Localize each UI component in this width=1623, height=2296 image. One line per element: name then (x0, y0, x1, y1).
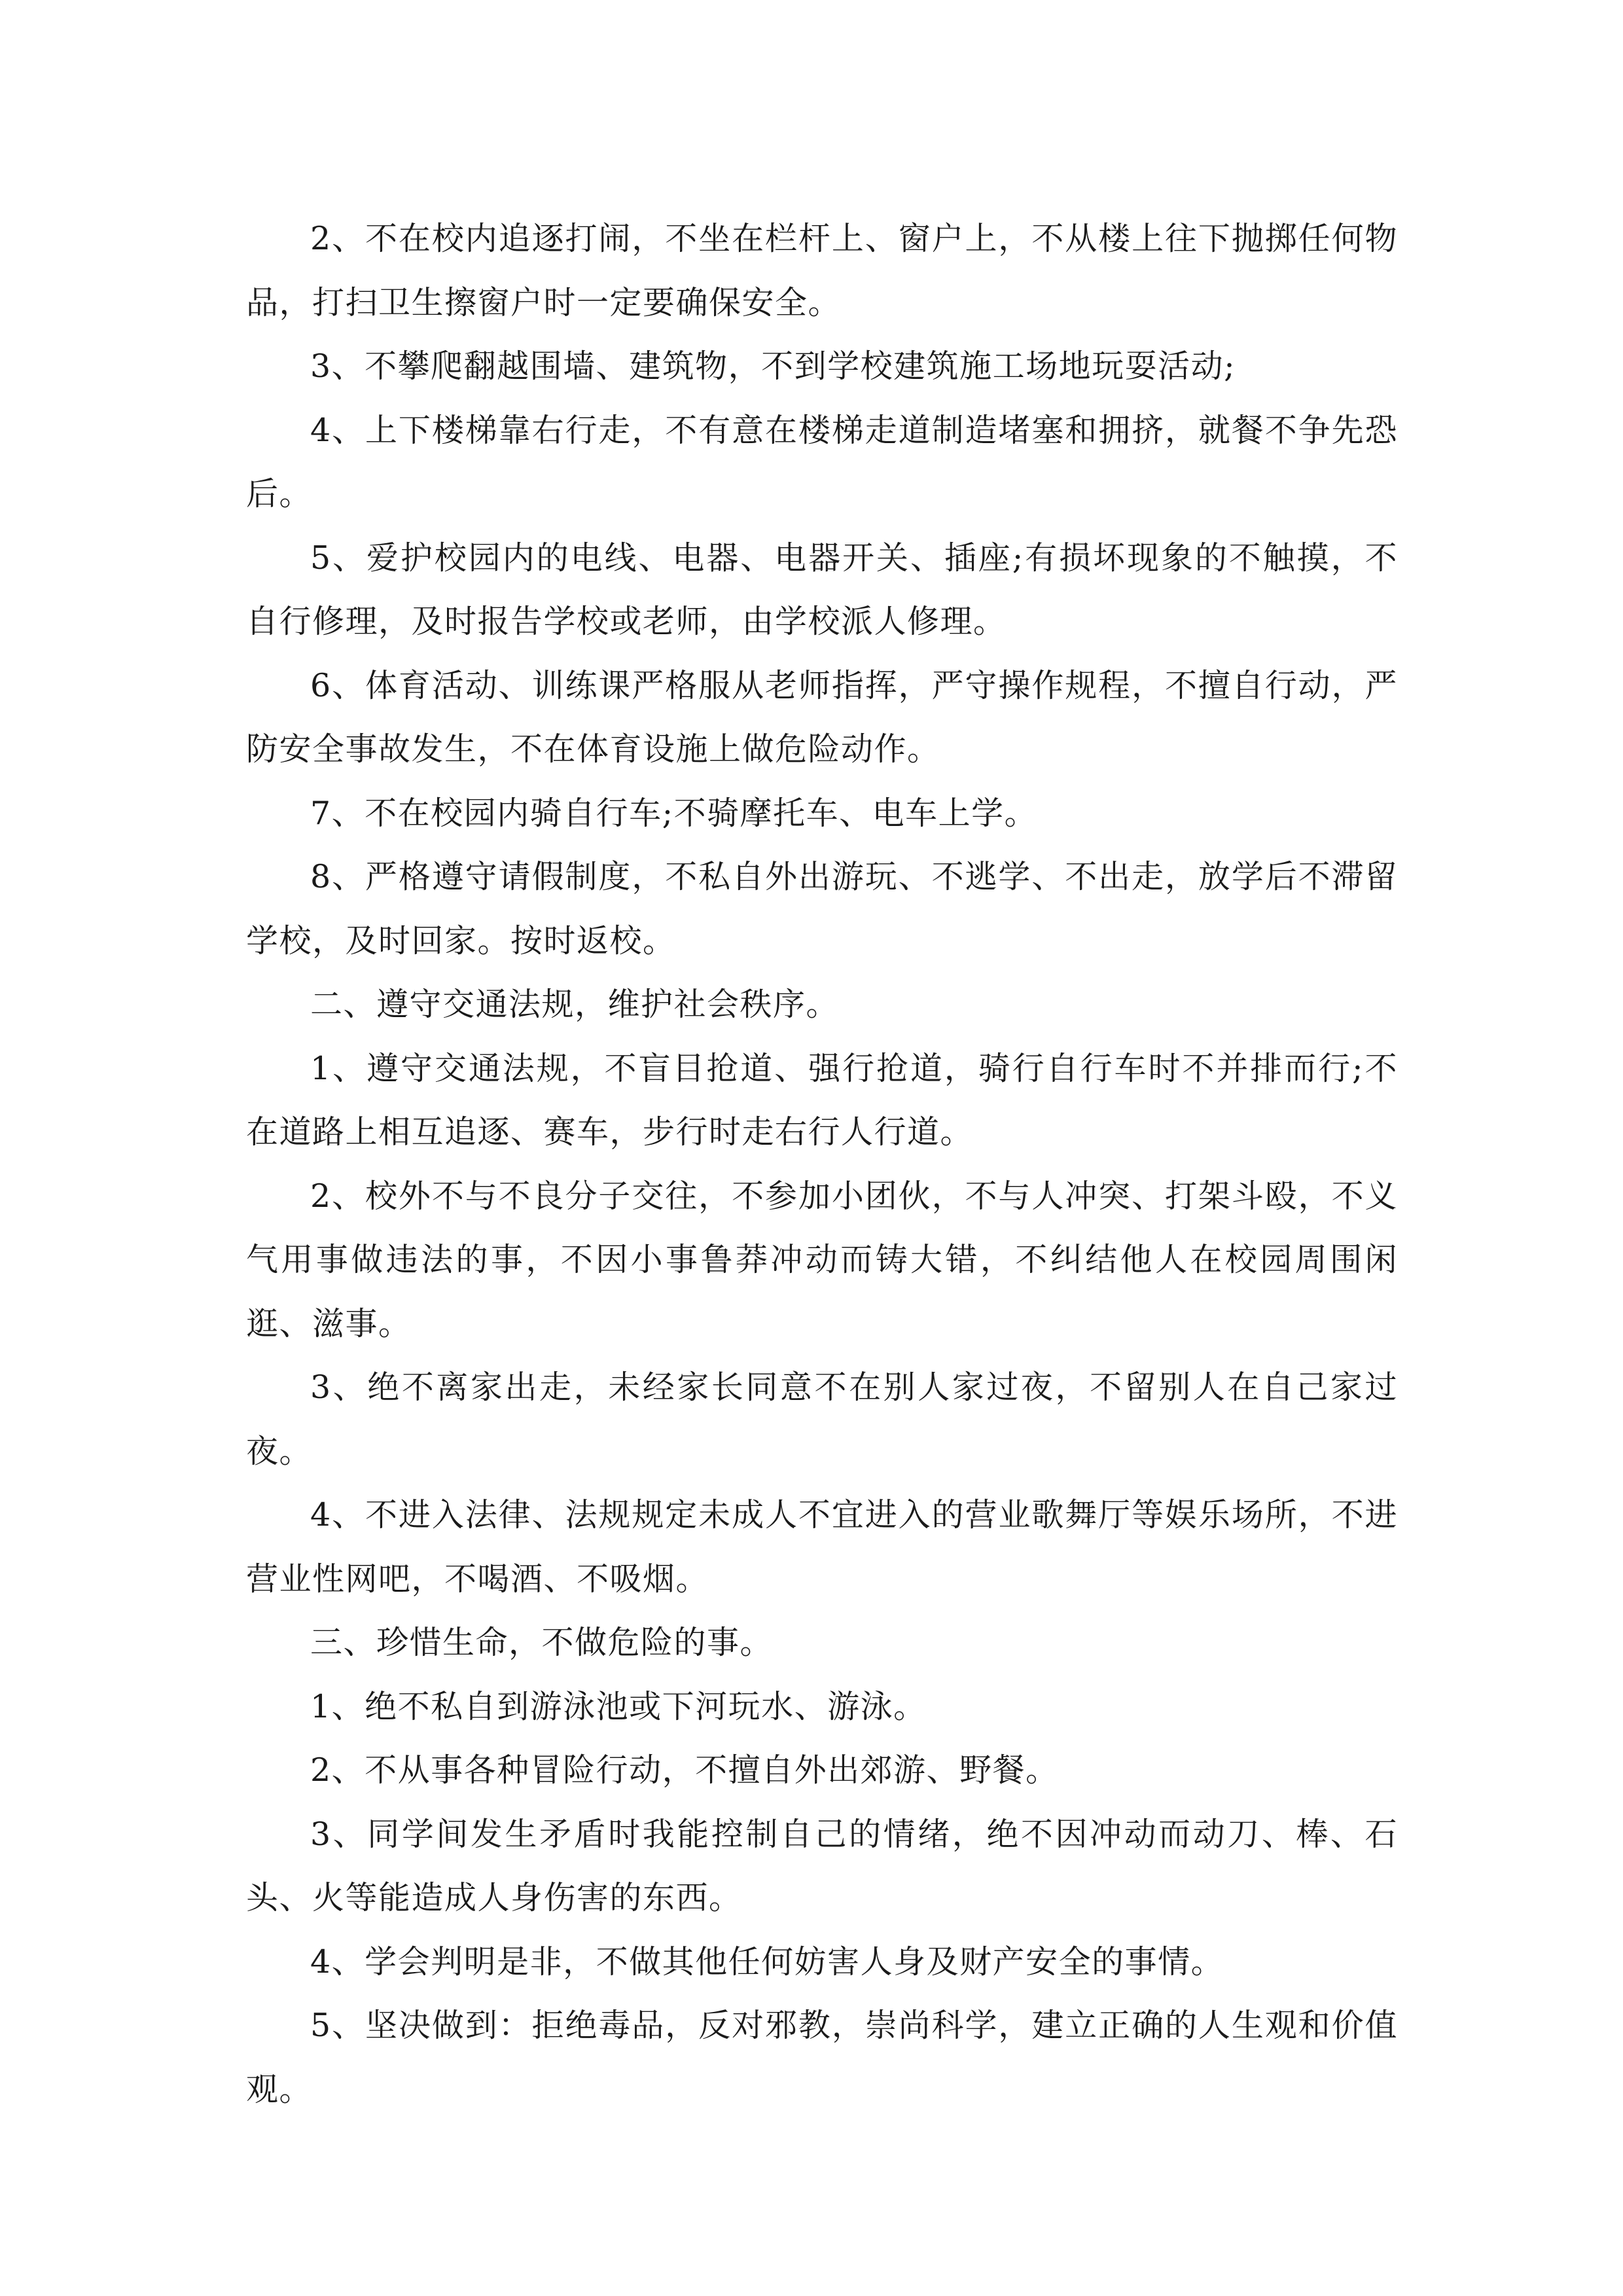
section-heading-life: 三、珍惜生命，不做危险的事。 (310, 1624, 774, 1661)
paragraph-life-2: 2、不从事各种冒险行动，不擅自外出郊游、野餐。 (310, 1751, 1059, 1789)
paragraph-rule-7-bicycles: 7、不在校园内骑自行车;不骑摩托车、电车上学。 (310, 794, 1038, 832)
section-heading-traffic: 二、遵守交通法规，维护社会秩序。 (310, 986, 840, 1023)
document-body (246, 207, 1398, 2121)
paragraph-life-4: 4、学会判明是非，不做其他任何妨害人身及财产安全的事情。 (310, 1943, 1224, 1981)
paragraph-traffic-3: 3、绝不离家出走，未经家长同意不在别人家过夜，不留别人在自己家过夜。 (246, 1369, 1398, 1470)
paragraph-traffic-1: 1、遵守交通法规，不盲目抢道、强行抢道，骑行自行车时不并排而行;不在道路上相互追逐、赛车，步行时走右行人行道。 (246, 1049, 1398, 1151)
paragraph-rule-8-leave: 8、严格遵守请假制度，不私自外出游玩、不逃学、不出走，放学后不滞留学校，及时回家。按时返校。 (246, 858, 1398, 960)
paragraph-rule-6-sports: 6、体育活动、训练课严格服从老师指挥，严守操作规程，不擅自行动，严防安全事故发生，不在体育设施上做危险动作。 (246, 666, 1398, 768)
paragraph-rule-4-stairs: 4、上下楼梯靠右行走，不有意在楼梯走道制造堵塞和拥挤，就餐不争先恐后。 (246, 411, 1398, 512)
paragraph-rule-5-electrical: 5、爱护校园内的电线、电器、电器开关、插座;有损坏现象的不触摸，不自行修理，及时报告学校或老师，由学校派人修理。 (246, 539, 1398, 640)
paragraph-life-1: 1、绝不私自到游泳池或下河玩水、游泳。 (310, 1687, 927, 1725)
paragraph-traffic-2: 2、校外不与不良分子交往，不参加小团伙，不与人冲突、打架斗殴，不义气用事做违法的事，不因小事鲁莽冲动而铸大错，不纠结他人在校园周围闲逛、滋事。 (246, 1177, 1398, 1342)
paragraph-life-3: 3、同学间发生矛盾时我能控制自己的情绪，绝不因冲动而动刀、棒、石头、火等能造成人身伤害的东西。 (246, 1815, 1398, 1916)
paragraph-life-5: 5、坚决做到：拒绝毒品，反对邪教，崇尚科学，建立正确的人生观和价值观。 (246, 2007, 1398, 2108)
paragraph-rule-3-no-climbing: 3、不攀爬翻越围墙、建筑物，不到学校建筑施工场地玩耍活动; (310, 348, 1236, 385)
paragraph-rule-2-no-horseplay: 2、不在校内追逐打闹，不坐在栏杆上、窗户上，不从楼上往下抛掷任何物品，打扫卫生擦窗户时一定要确保安全。 (246, 220, 1398, 321)
paragraph-traffic-4: 4、不进入法律、法规规定未成人不宜进入的营业歌舞厅等娱乐场所，不进营业性网吧，不喝酒、不吸烟。 (246, 1496, 1398, 1598)
